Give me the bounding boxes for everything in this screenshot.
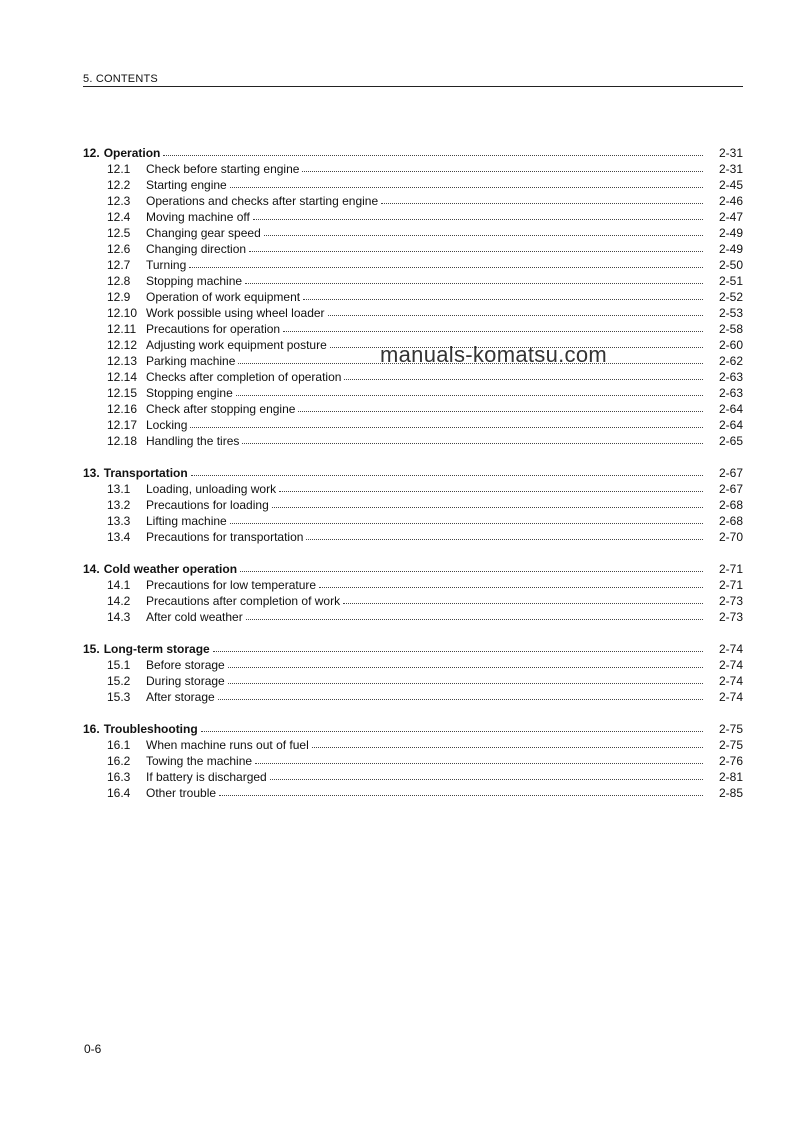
dot-leader: [279, 481, 703, 492]
toc-entry[interactable]: [83, 497, 743, 513]
entry-number: 14.1: [107, 578, 131, 592]
toc-entry[interactable]: [83, 193, 743, 209]
entry-number: 12.8: [107, 274, 131, 288]
toc-entry[interactable]: [83, 609, 743, 625]
entry-title: If battery is discharged: [146, 770, 267, 784]
entry-page: 2-60: [718, 338, 743, 352]
entry-number: 14.3: [107, 610, 131, 624]
entry-title: Changing direction: [146, 242, 247, 256]
entry-number: 16.1: [107, 738, 131, 752]
dot-leader: [303, 289, 703, 300]
entry-number: 13.3: [107, 514, 131, 528]
entry-number: 12.7: [107, 258, 131, 272]
entry-page: 2-31: [718, 146, 743, 160]
toc-entry[interactable]: [83, 321, 743, 337]
entry-number: 12.15: [107, 386, 138, 400]
toc-entry[interactable]: [83, 513, 743, 529]
page-number: 0-6: [84, 1042, 102, 1056]
entry-number: 13.1: [107, 482, 131, 496]
entry-number: 12.5: [107, 226, 131, 240]
entry-page: 2-63: [718, 370, 743, 384]
entry-number: 16.: [83, 722, 100, 736]
dot-leader: [190, 417, 703, 428]
entry-number: 13.2: [107, 498, 131, 512]
entry-title: Transportation: [103, 466, 188, 480]
entry-page: 2-49: [718, 226, 743, 240]
entry-number: 14.2: [107, 594, 131, 608]
entry-page: 2-68: [718, 514, 743, 528]
entry-number: 12.13: [107, 354, 138, 368]
toc-entry[interactable]: [83, 417, 743, 433]
dot-leader: [218, 689, 703, 700]
entry-page: 2-45: [718, 178, 743, 192]
entry-number: 12.18: [107, 434, 138, 448]
toc-entry[interactable]: [83, 689, 743, 705]
dot-leader: [213, 641, 703, 652]
entry-number: 16.4: [107, 786, 131, 800]
toc-entry[interactable]: [83, 209, 743, 225]
toc-entry[interactable]: [83, 481, 743, 497]
watermark: manuals-komatsu.com: [380, 342, 607, 367]
entry-page: 2-64: [718, 418, 743, 432]
toc-section: [83, 561, 743, 625]
entry-page: 2-85: [718, 786, 743, 800]
entry-number: 12.3: [107, 194, 131, 208]
toc-entry[interactable]: [83, 369, 743, 385]
dot-leader: [228, 657, 703, 668]
entry-number: 14.: [83, 562, 100, 576]
toc-entry[interactable]: [83, 241, 743, 257]
toc-entry[interactable]: [83, 401, 743, 417]
entry-title: Troubleshooting: [103, 722, 198, 736]
entry-number: 12.6: [107, 242, 131, 256]
entry-page: 2-74: [718, 658, 743, 672]
entry-number: 13.4: [107, 530, 131, 544]
dot-leader: [270, 769, 703, 780]
entry-title: During storage: [146, 674, 225, 688]
entry-number: 12.14: [107, 370, 138, 384]
dot-leader: [319, 577, 703, 588]
dot-leader: [255, 753, 703, 764]
toc-entry[interactable]: [83, 225, 743, 241]
entry-page: 2-74: [718, 642, 743, 656]
entry-page: 2-81: [718, 770, 743, 784]
entry-title: Stopping machine: [146, 274, 243, 288]
dot-leader: [272, 497, 703, 508]
entry-page: 2-47: [718, 210, 743, 224]
dot-leader: [302, 161, 703, 172]
entry-number: 12.17: [107, 418, 138, 432]
toc-entry[interactable]: [83, 753, 743, 769]
toc-entry[interactable]: [83, 577, 743, 593]
entry-title: Moving machine off: [146, 210, 250, 224]
toc-section-heading[interactable]: [83, 721, 743, 737]
table-of-contents: [83, 145, 743, 817]
toc-entry[interactable]: [83, 273, 743, 289]
entry-title: Precautions for loading: [146, 498, 269, 512]
dot-leader: [343, 593, 703, 604]
entry-title: Check after stopping engine: [146, 402, 296, 416]
toc-entry[interactable]: [83, 385, 743, 401]
entry-number: 16.3: [107, 770, 131, 784]
entry-number: 15.3: [107, 690, 131, 704]
entry-title: When machine runs out of fuel: [146, 738, 309, 752]
entry-title: Starting engine: [146, 178, 227, 192]
entry-page: 2-68: [718, 498, 743, 512]
entry-title: Lifting machine: [146, 514, 227, 528]
toc-entry[interactable]: [83, 305, 743, 321]
toc-section: [83, 145, 743, 449]
entry-title: Loading, unloading work: [146, 482, 277, 496]
entry-number: 12.1: [107, 162, 131, 176]
toc-section: [83, 721, 743, 801]
entry-title: Precautions for transportation: [146, 530, 304, 544]
dot-leader: [283, 321, 703, 332]
entry-page: 2-67: [718, 482, 743, 496]
entry-page: 2-58: [718, 322, 743, 336]
entry-page: 2-73: [718, 610, 743, 624]
dot-leader: [249, 241, 703, 252]
entry-title: Precautions for operation: [146, 322, 281, 336]
entry-number: 12.12: [107, 338, 138, 352]
dot-leader: [298, 401, 703, 412]
entry-title: Parking machine: [146, 354, 236, 368]
toc-section-heading[interactable]: [83, 641, 743, 657]
entry-number: 12.10: [107, 306, 138, 320]
dot-leader: [230, 513, 703, 524]
entry-title: Adjusting work equipment posture: [146, 338, 327, 352]
toc-entry[interactable]: [83, 289, 743, 305]
entry-number: 16.2: [107, 754, 131, 768]
entry-number: 12.11: [107, 322, 137, 336]
toc-section: [83, 641, 743, 705]
toc-entry[interactable]: [83, 673, 743, 689]
toc-entry[interactable]: [83, 529, 743, 545]
entry-page: 2-53: [718, 306, 743, 320]
entry-page: 2-70: [718, 530, 743, 544]
dot-leader: [201, 721, 703, 732]
entry-page: 2-71: [718, 562, 743, 576]
dot-leader: [344, 369, 703, 380]
entry-page: 2-75: [718, 738, 743, 752]
dot-leader: [163, 145, 703, 156]
entry-page: 2-31: [718, 162, 743, 176]
entry-page: 2-49: [718, 242, 743, 256]
toc-entry[interactable]: [83, 785, 743, 801]
header-rule: [83, 86, 743, 87]
toc-entry[interactable]: [83, 657, 743, 673]
entry-title: Operation of work equipment: [146, 290, 301, 304]
entry-title: Work possible using wheel loader: [146, 306, 325, 320]
toc-entry[interactable]: [83, 161, 743, 177]
entry-title: Precautions after completion of work: [146, 594, 341, 608]
dot-leader: [230, 177, 703, 188]
entry-number: 12.: [83, 146, 100, 160]
dot-leader: [253, 209, 703, 220]
entry-number: 12.16: [107, 402, 138, 416]
dot-leader: [240, 561, 703, 572]
toc-section: [83, 465, 743, 545]
toc-entry[interactable]: [83, 177, 743, 193]
dot-leader: [264, 225, 703, 236]
entry-title: Operation: [103, 146, 161, 160]
entry-page: 2-67: [718, 466, 743, 480]
entry-page: 2-63: [718, 386, 743, 400]
entry-title: Changing gear speed: [146, 226, 261, 240]
entry-number: 12.2: [107, 178, 131, 192]
page-header: 5. CONTENTS: [83, 73, 158, 85]
entry-number: 12.9: [107, 290, 131, 304]
entry-page: 2-75: [718, 722, 743, 736]
toc-section-heading[interactable]: [83, 561, 743, 577]
entry-title: Locking: [146, 418, 188, 432]
entry-page: 2-76: [718, 754, 743, 768]
entry-title: After cold weather: [146, 610, 243, 624]
entry-page: 2-74: [718, 690, 743, 704]
entry-page: 2-65: [718, 434, 743, 448]
entry-title: Before storage: [146, 658, 225, 672]
entry-title: Other trouble: [146, 786, 217, 800]
dot-leader: [189, 257, 703, 268]
entry-page: 2-64: [718, 402, 743, 416]
entry-page: 2-73: [718, 594, 743, 608]
entry-title: Check before starting engine: [146, 162, 300, 176]
entry-page: 2-74: [718, 674, 743, 688]
entry-page: 2-50: [718, 258, 743, 272]
dot-leader: [191, 465, 703, 476]
entry-page: 2-46: [718, 194, 743, 208]
toc-section-heading[interactable]: [83, 145, 743, 161]
toc-section-heading[interactable]: [83, 465, 743, 481]
entry-title: Stopping engine: [146, 386, 233, 400]
entry-number: 15.1: [107, 658, 131, 672]
toc-entry[interactable]: [83, 769, 743, 785]
entry-title: Checks after completion of operation: [146, 370, 342, 384]
entry-number: 15.: [83, 642, 100, 656]
entry-page: 2-62: [718, 354, 743, 368]
entry-title: Handling the tires: [146, 434, 240, 448]
dot-leader: [328, 305, 703, 316]
dot-leader: [381, 193, 703, 204]
dot-leader: [246, 609, 703, 620]
toc-entry[interactable]: [83, 593, 743, 609]
dot-leader: [306, 529, 703, 540]
toc-entry[interactable]: [83, 433, 743, 449]
entry-title: Towing the machine: [146, 754, 253, 768]
dot-leader: [312, 737, 703, 748]
entry-title: Turning: [146, 258, 187, 272]
dot-leader: [236, 385, 703, 396]
entry-title: Operations and checks after starting engine: [146, 194, 379, 208]
dot-leader: [219, 785, 703, 796]
entry-title: Cold weather operation: [103, 562, 238, 576]
toc-entry[interactable]: [83, 737, 743, 753]
dot-leader: [242, 433, 703, 444]
entry-title: After storage: [146, 690, 215, 704]
entry-page: 2-51: [718, 274, 743, 288]
entry-number: 13.: [83, 466, 100, 480]
entry-number: 12.4: [107, 210, 131, 224]
entry-number: 15.2: [107, 674, 131, 688]
entry-title: Precautions for low temperature: [146, 578, 317, 592]
toc-entry[interactable]: [83, 257, 743, 273]
dot-leader: [228, 673, 703, 684]
entry-page: 2-52: [718, 290, 743, 304]
entry-title: Long-term storage: [103, 642, 210, 656]
entry-page: 2-71: [718, 578, 743, 592]
dot-leader: [245, 273, 703, 284]
